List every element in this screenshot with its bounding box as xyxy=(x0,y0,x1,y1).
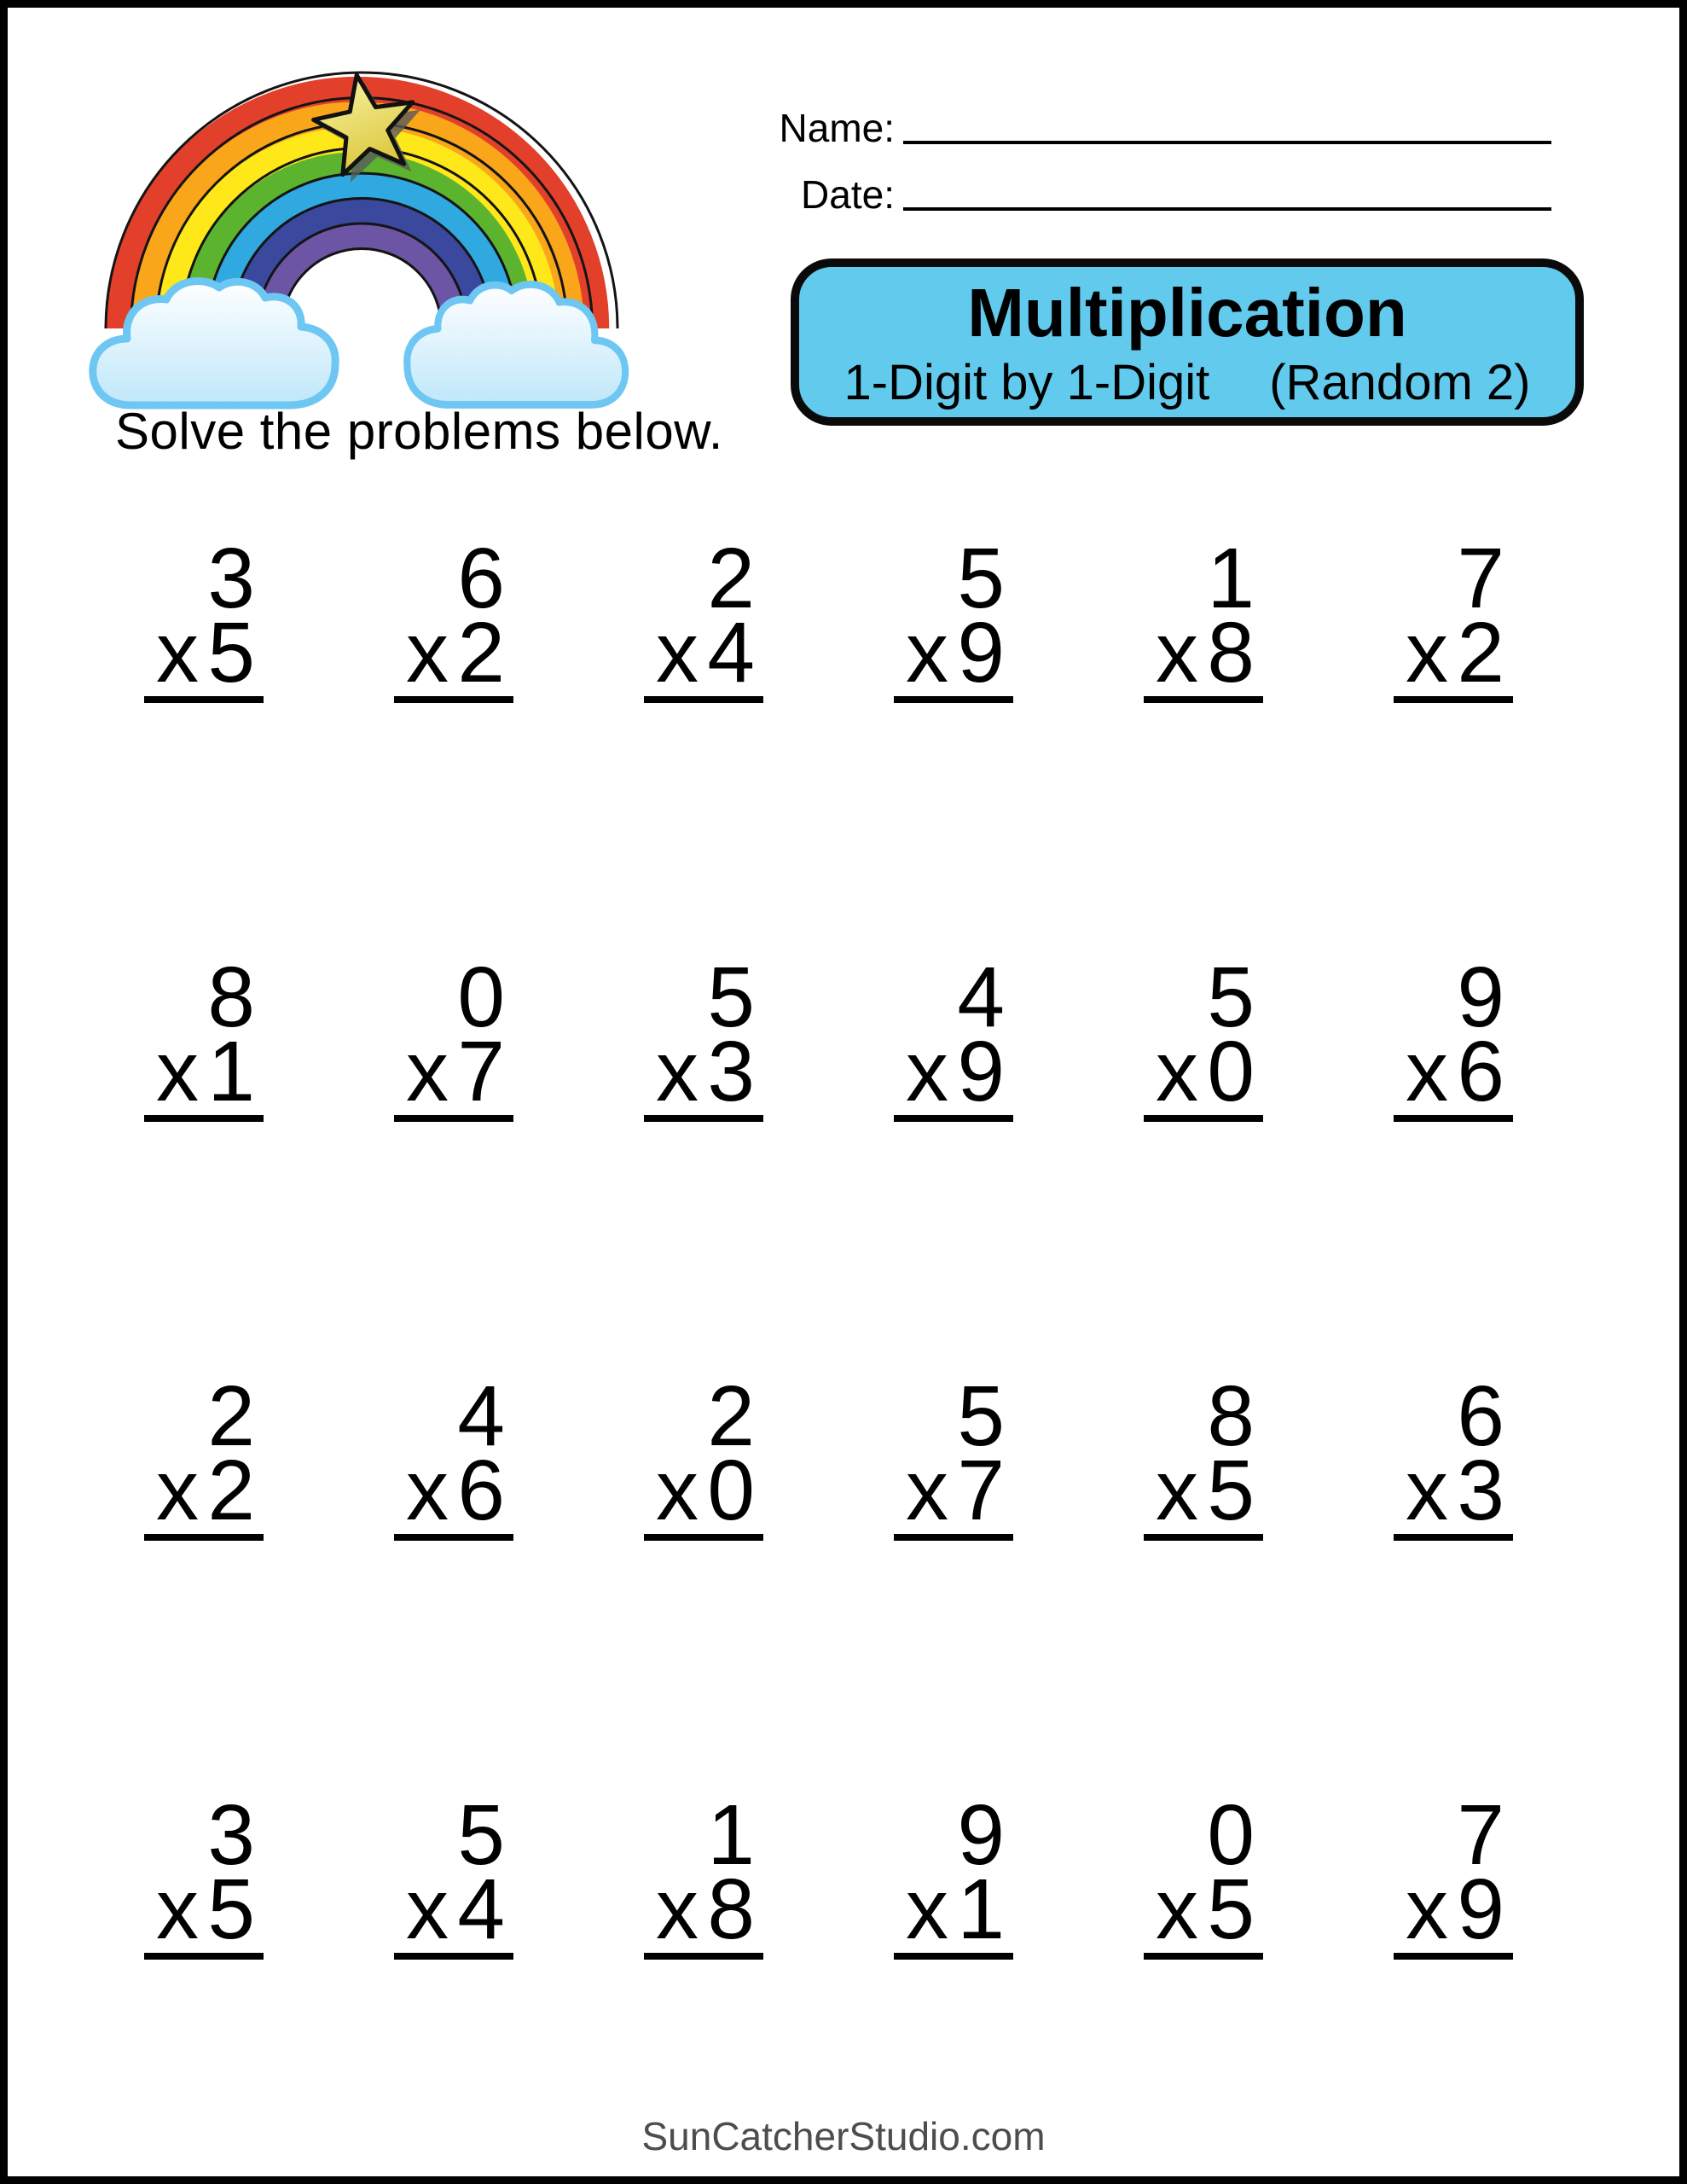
problem-cell xyxy=(894,1787,1013,1960)
multiplier-row xyxy=(394,1862,513,1960)
multiply-operator: x xyxy=(656,1443,699,1538)
problem-cell xyxy=(894,950,1013,1122)
multiplicand: 4 xyxy=(457,1368,505,1464)
multiplier: 8 xyxy=(1207,605,1255,700)
footer-text: SunCatcherStudio.com xyxy=(641,2114,1046,2158)
multiply-operator: x xyxy=(656,1024,699,1119)
problem-cell xyxy=(144,1787,264,1960)
multiplier-row xyxy=(1394,1862,1513,1960)
problem-cell xyxy=(1394,1787,1513,1960)
multiplier-row xyxy=(644,1024,763,1122)
name-label: Name: xyxy=(779,106,895,150)
multiplicand: 1 xyxy=(1207,531,1255,626)
multiply-operator: x xyxy=(406,1443,449,1538)
problem-cell xyxy=(144,531,264,703)
multiplier-row xyxy=(1144,1862,1263,1960)
multiplier-row xyxy=(894,1024,1013,1122)
multiply-operator: x xyxy=(1156,1862,1198,1957)
multiply-operator: x xyxy=(156,1024,199,1119)
multiplier-row xyxy=(644,1443,763,1541)
multiplicand: 5 xyxy=(457,1787,505,1883)
instruction-text: Solve the problems below. xyxy=(115,403,723,460)
multiply-operator: x xyxy=(906,1862,948,1957)
multiplier-row xyxy=(394,1024,513,1122)
multiplier: 5 xyxy=(1207,1443,1255,1538)
multiplier-row xyxy=(894,1443,1013,1541)
problem-cell xyxy=(144,1368,264,1541)
date-label: Date: xyxy=(801,172,895,217)
problem-cell xyxy=(394,1787,513,1960)
multiplier: 5 xyxy=(207,605,255,700)
subtitle-text: 1-Digit by 1-Digit xyxy=(844,355,1210,410)
multiplier-row xyxy=(1144,1024,1263,1122)
multiplier-row xyxy=(144,605,264,703)
multiplier: 5 xyxy=(1207,1862,1255,1957)
multiplicand: 5 xyxy=(957,531,1005,626)
multiplier: 2 xyxy=(457,605,505,700)
multiply-operator: x xyxy=(406,1862,449,1957)
multiplicand: 3 xyxy=(207,1787,255,1883)
multiplier: 7 xyxy=(457,1024,505,1119)
multiplicand: 6 xyxy=(1457,1368,1504,1464)
multiplicand: 3 xyxy=(207,531,255,626)
multiply-operator: x xyxy=(906,1024,948,1119)
problem-cell xyxy=(1144,1368,1263,1541)
multiply-operator: x xyxy=(406,605,449,700)
worksheet-title: Multiplication xyxy=(967,275,1407,351)
problem-cell xyxy=(394,1368,513,1541)
multiplier-row xyxy=(394,1443,513,1541)
multiplier-row xyxy=(894,1862,1013,1960)
multiplicand: 1 xyxy=(707,1787,755,1883)
multiplier: 9 xyxy=(957,605,1005,700)
multiplier: 7 xyxy=(957,1443,1005,1538)
multiplier: 9 xyxy=(957,1024,1005,1119)
multiplicand: 9 xyxy=(1457,950,1504,1045)
worksheet-subtitle xyxy=(799,354,1575,411)
multiplier: 6 xyxy=(457,1443,505,1538)
multiplier-row xyxy=(144,1862,264,1960)
multiplier: 0 xyxy=(1207,1024,1255,1119)
multiplicand: 5 xyxy=(707,950,755,1045)
multiplier: 8 xyxy=(707,1862,755,1957)
problem-cell xyxy=(1394,1368,1513,1541)
problem-cell xyxy=(894,1368,1013,1541)
problem-cell xyxy=(644,950,763,1122)
multiplicand: 7 xyxy=(1457,1787,1504,1883)
date-blank-line[interactable] xyxy=(903,207,1551,211)
multiplicand: 8 xyxy=(1207,1368,1255,1464)
problem-cell xyxy=(1144,1787,1263,1960)
multiply-operator: x xyxy=(656,1862,699,1957)
title-box xyxy=(791,258,1584,426)
multiply-operator: x xyxy=(406,1024,449,1119)
problem-cell xyxy=(894,531,1013,703)
multiplier: 4 xyxy=(707,605,755,700)
problem-cell xyxy=(394,950,513,1122)
multiplicand: 2 xyxy=(207,1368,255,1464)
multiplicand: 4 xyxy=(957,950,1005,1045)
problem-cell xyxy=(1394,531,1513,703)
multiplier: 3 xyxy=(1457,1443,1504,1538)
problem-cell xyxy=(394,531,513,703)
problem-cell xyxy=(644,531,763,703)
multiplier: 4 xyxy=(457,1862,505,1957)
multiplier: 5 xyxy=(207,1862,255,1957)
multiplier-row xyxy=(144,1443,264,1541)
multiplicand: 0 xyxy=(457,950,505,1045)
multiplier: 1 xyxy=(207,1024,255,1119)
multiplier: 1 xyxy=(957,1862,1005,1957)
problems-grid xyxy=(144,531,1644,1960)
name-field-row xyxy=(767,108,1551,148)
multiplier-row xyxy=(1144,605,1263,703)
multiplier-row xyxy=(394,605,513,703)
multiply-operator: x xyxy=(906,605,948,700)
problem-cell xyxy=(644,1368,763,1541)
problem-cell xyxy=(1144,950,1263,1122)
multiplier-row xyxy=(1144,1443,1263,1541)
multiplicand: 5 xyxy=(957,1368,1005,1464)
problem-cell xyxy=(1144,531,1263,703)
multiplier: 0 xyxy=(707,1443,755,1538)
multiplier: 2 xyxy=(207,1443,255,1538)
date-field-row xyxy=(767,172,1551,217)
multiplier: 6 xyxy=(1457,1024,1504,1119)
multiply-operator: x xyxy=(156,1862,199,1957)
multiplicand: 2 xyxy=(707,1368,755,1464)
problem-cell xyxy=(1394,950,1513,1122)
multiply-operator: x xyxy=(1406,1443,1448,1538)
multiply-operator: x xyxy=(1406,605,1448,700)
multiplicand: 0 xyxy=(1207,1787,1255,1883)
multiply-operator: x xyxy=(1156,1024,1198,1119)
multiply-operator: x xyxy=(1156,1443,1198,1538)
multiplier-row xyxy=(894,605,1013,703)
rainbow-illustration xyxy=(80,66,643,411)
multiply-operator: x xyxy=(656,605,699,700)
multiplicand: 7 xyxy=(1457,531,1504,626)
multiplier-row xyxy=(144,1024,264,1122)
multiplier-row xyxy=(644,605,763,703)
multiplier-row xyxy=(644,1862,763,1960)
multiply-operator: x xyxy=(156,1443,199,1538)
multiplier-row xyxy=(1394,1443,1513,1541)
multiply-operator: x xyxy=(1406,1024,1448,1119)
multiply-operator: x xyxy=(906,1443,948,1538)
multiplicand: 6 xyxy=(457,531,505,626)
multiplier-row xyxy=(1394,1024,1513,1122)
problem-cell xyxy=(644,1787,763,1960)
multiply-operator: x xyxy=(1156,605,1198,700)
subtitle-note: (Random 2) xyxy=(1269,355,1531,410)
multiplier: 2 xyxy=(1457,605,1504,700)
problem-cell xyxy=(144,950,264,1122)
multiply-operator: x xyxy=(1406,1862,1448,1957)
multiplicand: 8 xyxy=(207,950,255,1045)
multiplicand: 9 xyxy=(957,1787,1005,1883)
multiply-operator: x xyxy=(156,605,199,700)
multiplicand: 2 xyxy=(707,531,755,626)
multiplier: 9 xyxy=(1457,1862,1504,1957)
multiplier-row xyxy=(1394,605,1513,703)
name-blank-line[interactable] xyxy=(903,141,1551,144)
multiplier: 3 xyxy=(707,1024,755,1119)
multiplicand: 5 xyxy=(1207,950,1255,1045)
